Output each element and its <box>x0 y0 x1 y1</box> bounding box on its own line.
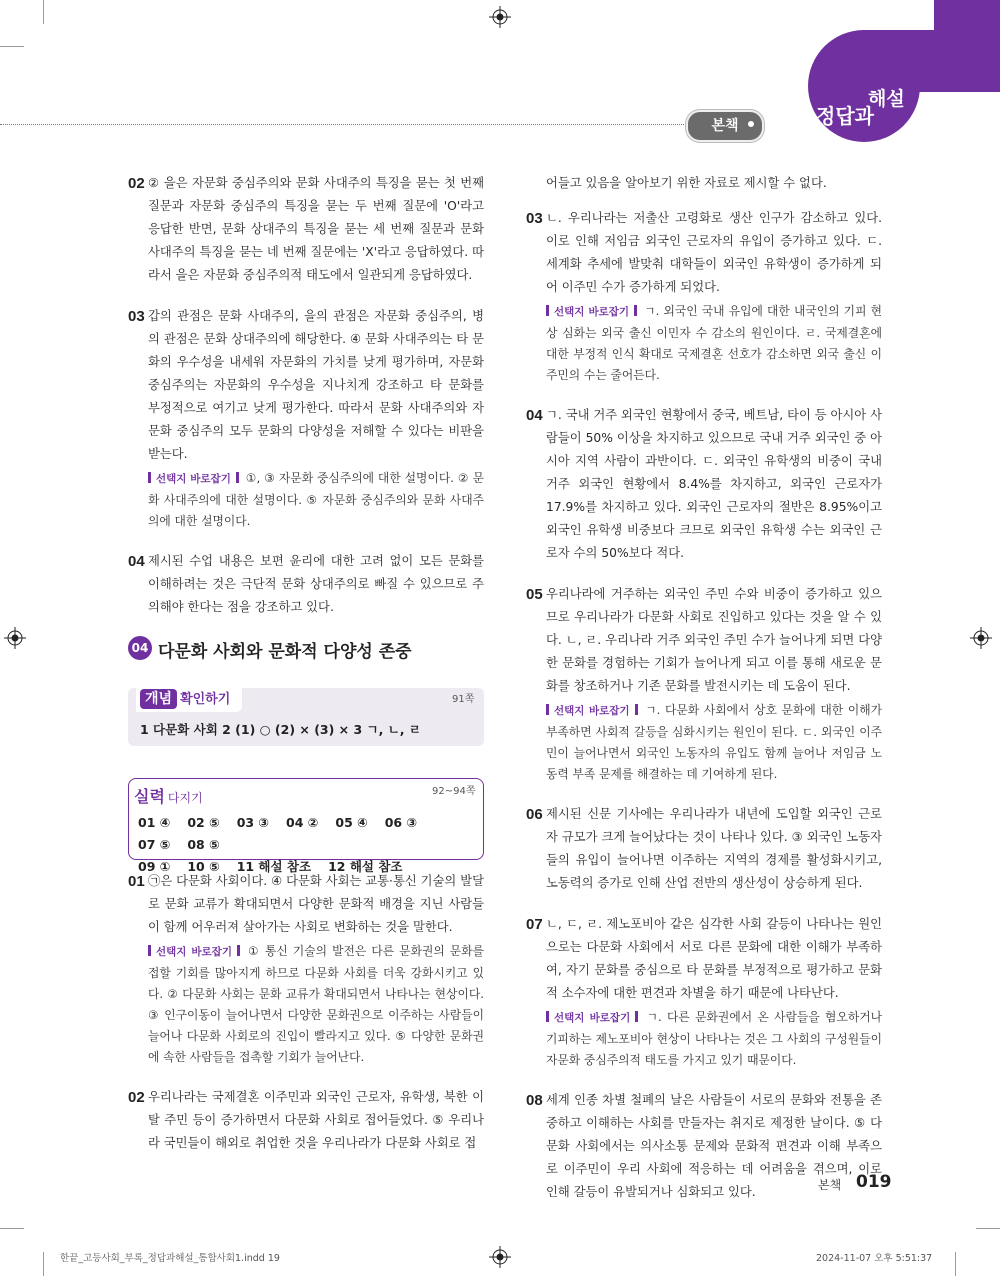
badge-sub-text: 해설 <box>868 88 905 110</box>
correction-text: ㄱ. 다른 문화권에서 온 사람들을 혐오하거나 기피하는 제노포비아 현상이 나타나는 것은 그 사회의 구성원들이 자문화 중심주의적 태도를 가지고 있기 때문이다. <box>546 1010 883 1067</box>
item-text: ㄴ, ㄷ, ㄹ. 제노포비아 같은 심각한 사회 갈등이 나타나는 원인으로는 다문화 사회에서 서로 다른 문화에 대한 이해가 부족하여, 자기 문화를 중심으로 타 문화를 부정적으로 평가하고 문화적 소수자에 대한 편견과 차별을 하기 때문에 나타난다. <box>546 917 882 1000</box>
answer-item <box>526 207 882 386</box>
item-text: ㉠은 다문화 사회이다. ④ 다문화 사회는 교통·통신 기술의 발달로 문화 교류가 확대되면서 다양한 문화적 배경을 지닌 사람들이 함께 어우러져 살아가는 사회로 변화하는 것을 말한다. <box>148 874 484 934</box>
crop-mark <box>43 0 44 24</box>
skill-answer: 08 ⑤ <box>187 837 220 852</box>
correction-tag: 선택지 바로잡기 <box>148 473 242 485</box>
concept-check-label <box>136 688 242 712</box>
item-number: 08 <box>526 1092 543 1109</box>
item-number: 01 <box>128 873 145 890</box>
item-number: 03 <box>128 308 145 325</box>
crop-mark <box>0 46 24 47</box>
left-column-bottom <box>128 870 484 1173</box>
skill-answer: 02 ⑤ <box>187 815 220 830</box>
correction-tag: 선택지 바로잡기 <box>148 946 243 958</box>
item-text: ㄴ. 우리나라는 저출산 고령화로 생산 인구가 감소하고 있다. 이로 인해 저임금 외국인 근로자의 유입이 증가하고 있다. ㄷ. 세계화 추세에 발맞춰 대학들이 외국인 유학생이 증가하게 되어 이주민 수가 증가하게 되었다. <box>546 211 882 294</box>
concept-answers: 1 다문화 사회 2 (1) ○ (2) × (3) × 3 ㄱ, ㄴ, ㄹ <box>140 722 421 737</box>
correction-text: ㄱ. 다문화 사회에서 상호 문화에 대한 이해가 부족하면 사회적 갈등을 심화시키는 원인이 된다. ㄷ. 외국인 이주민이 늘어나면서 외국인 노동자의 유입도 함께 늘어나 저임금 노동력 부족 문제를 해결하는 데 기여하게 된다. <box>546 703 883 781</box>
item-text: 우리나라는 국제결혼 이주민과 외국인 근로자, 유학생, 북한 이탈 주민 등이 증가하면서 다문화 사회로 접어들었다. ⑤ 우리나라 국민들이 해외로 취업한 것을 우리나라가 다문화 사회로 접 <box>148 1090 484 1150</box>
skill-answer: 11 해설 참조 <box>236 859 312 874</box>
item-number: 02 <box>128 1089 145 1106</box>
item-text: 제시된 신문 기사에는 우리나라가 내년에 도입할 외국인 근로자 규모가 크게 늘어났다는 것이 나타나 있다. ③ 외국인 노동자들의 유입이 늘어나면 이주하는 지역의 경제를 활성화시키고, 노동력의 증가로 인해 산업 전반의 생산성이 상승하게 된다. <box>546 807 882 890</box>
correction-tag: 선택지 바로잡기 <box>546 1012 641 1024</box>
skill-answer: 04 ② <box>286 815 319 830</box>
answer-item <box>526 583 882 785</box>
registration-mark-icon <box>489 6 511 28</box>
item-text: ② 을은 자문화 중심주의와 문화 사대주의 특징을 묻는 첫 번째 질문과 자문화 중심주의 특징을 묻는 두 번째 질문에 'O'라고 응답한 반면, 문화 상대주의 특징을 묻는 세 번째 질문과 문화 사대주의 특징을 묻는 네 번째 질문에는 'X'라고 응답하였다. 따라서 을은 자문화 중심주의적 태도에서 일관되게 응답하였다. <box>148 176 484 282</box>
crop-mark <box>976 1228 1000 1229</box>
correction-tag: 선택지 바로잡기 <box>546 306 640 318</box>
item-number: 05 <box>526 586 543 603</box>
choice-correction <box>546 700 882 785</box>
concept-page-ref: 91쪽 <box>452 694 475 705</box>
right-column <box>526 172 882 1222</box>
badge-main-text: 정답과 <box>816 104 874 128</box>
concept-label-b: 확인하기 <box>180 692 231 707</box>
item-number: 07 <box>526 916 543 933</box>
item-text: 제시된 수업 내용은 보편 윤리에 대한 고려 없이 모든 문화를 이해하려는 것은 극단적 문화 상대주의로 빠질 수 있으므로 주의해야 한다는 점을 강조하고 있다. <box>148 554 484 614</box>
answer-item <box>128 172 484 287</box>
crop-mark <box>955 1252 956 1276</box>
item-number: 02 <box>128 175 145 192</box>
skill-answer-row <box>138 812 478 856</box>
section-title: 다문화 사회와 문화적 다양성 존중 <box>158 642 412 662</box>
item-text: 세계 인종 차별 철폐의 날은 사람들이 서로의 문화와 전통을 존중하고 이해하는 사회를 만들자는 취지로 제정한 날이다. ⑤ 다문화 사회에서는 의사소통 문제와 문화적 편견과 이해 부족으로 이주민이 우리 사회에 적응하는 데 어려움을 겪으며, 이로 인해 갈등이 유발되거나 심화되고 있다. <box>546 1093 882 1199</box>
header-dotted-rule <box>0 124 690 125</box>
skill-answer: 09 ① <box>138 859 171 874</box>
choice-correction <box>148 468 484 532</box>
skill-label-a: 실력 <box>134 787 165 806</box>
answer-item <box>128 870 484 1068</box>
concept-label-a: 개념 <box>140 689 177 709</box>
skill-label-b: 다지기 <box>167 791 203 805</box>
item-text: 우리나라에 거주하는 외국인 주민 수와 비중이 증가하고 있으므로 우리나라가 다문화 사회로 진입하고 있다는 것을 알 수 있다. ㄴ, ㄹ. 우리나라 거주 외국인 주민 수가 늘어나게 되면 다양한 문화를 경험하는 기회가 늘어나게 되고 이를 통해 새로운 문화를 창조하거나 기존 문화를 발전시키는 데 도움이 된다. <box>546 587 882 693</box>
registration-mark-icon <box>4 627 26 649</box>
answer-item <box>128 550 484 619</box>
answer-item <box>128 305 484 532</box>
skill-practice-label <box>134 784 203 807</box>
crop-mark <box>43 1252 44 1276</box>
answer-item <box>526 803 882 895</box>
item-number: 04 <box>526 407 543 424</box>
correction-tag: 선택지 바로잡기 <box>546 705 641 717</box>
item-text: ㄱ. 국내 거주 외국인 현황에서 중국, 베트남, 타이 등 아시아 사람들이 50% 이상을 차지하고 있으므로 국내 거주 외국인 중 아시아 지역 사람이 과반이다. ㄷ. 외국인 유학생의 비중이 국내 거주 외국인 현황에서 8.4%를 차지하고, 외국인 근로자가 17.9%를 차지하고 있다. 외국인 근로자의 절반은 8.95%이고 외국인 유학생 비중보다 크므로 외국인 유학생 수는 외국인 근로자 수의 50%보다 적다. <box>546 408 882 560</box>
page-number: 019 <box>856 1172 892 1192</box>
skill-answer: 03 ③ <box>236 815 270 830</box>
correction-text: ①, ③ 자문화 중심주의에 대한 설명이다. ② 문화 사대주의에 대한 설명이다. ⑤ 자문화 중심주의와 문화 사대주의에 대한 설명이다. <box>148 471 485 528</box>
skill-answer: 01 ④ <box>138 815 171 830</box>
section-heading <box>128 636 488 662</box>
registration-mark-icon <box>970 627 992 649</box>
left-column-top <box>128 172 484 637</box>
crop-mark <box>0 1228 24 1229</box>
registration-mark-icon <box>489 1246 511 1268</box>
answer-item <box>128 1086 484 1155</box>
item-number: 03 <box>526 210 543 227</box>
section-number-badge: 04 <box>128 636 152 660</box>
choice-correction <box>546 1007 882 1071</box>
print-slug-timestamp: 2024-11-07 오후 5:51:37 <box>816 1253 933 1264</box>
answer-item <box>526 913 882 1071</box>
item-number: 06 <box>526 806 543 823</box>
correction-text: ㄱ. 외국인 국내 유입에 대한 내국인의 기피 현상 심화는 외국 출신 이민자 수 감소의 원인이다. ㄹ. 국제결혼에 대한 부정적 인식 확대로 국제결혼 선호가 감소하면 외국 출신 이주민의 수는 줄어든다. <box>546 304 883 382</box>
skill-answer: 06 ③ <box>384 815 418 830</box>
section-pill: 본책 <box>686 110 764 142</box>
answer-item <box>526 404 882 565</box>
choice-correction <box>148 941 484 1068</box>
choice-correction <box>546 301 882 386</box>
correction-text: ① 통신 기술의 발전은 다른 문화권의 문화를 접할 기회를 많아지게 하므로 다문화 사회를 더욱 강화시키고 있다. ② 다문화 사회는 문화 교류가 확대되면서 나타나는 현상이다. ③ 인구이동이 늘어나면서 다양한 문화권으로 이주하는 사람들이 늘어나 다문화 사회로의 진입이 빨라지고 있다. ⑤ 다양한 문화권에 속한 사람들을 접촉할 기회가 늘어난다. <box>148 944 484 1064</box>
item-number: 04 <box>128 553 145 570</box>
skill-answer: 10 ⑤ <box>187 859 220 874</box>
footer-section-label: 본책 <box>818 1178 842 1192</box>
skill-answer: 12 해설 참조 <box>328 859 403 874</box>
item-text: 갑의 관점은 문화 사대주의, 을의 관점은 자문화 중심주의, 병의 관점은 문화 상대주의에 해당한다. ④ 문화 사대주의는 타 문화의 우수성을 내세워 자문화의 가치를 낮게 평가하며, 자문화 중심주의는 자문화의 우수성을 지나치게 강조하고 타 문화를 부정적으로 여기고 낮게 평가한다. 따라서 문화 사대주의와 자문화 중심주의 모두 문화의 다양성을 저해할 수 있다는 비판을 받는다. <box>148 309 484 461</box>
continued-text <box>526 172 882 195</box>
skill-page-ref: 92~94쪽 <box>432 786 476 797</box>
print-slug-filename: 한끝_고등사회_부록_정답과해설_통합사회1.indd 19 <box>60 1253 280 1264</box>
skill-answer-grid <box>138 812 478 878</box>
pill-dot-icon <box>748 121 754 127</box>
skill-answer: 07 ⑤ <box>138 837 171 852</box>
item-text: 어들고 있음을 알아보기 위한 자료로 제시할 수 없다. <box>546 176 827 190</box>
skill-answer: 05 ④ <box>335 815 368 830</box>
